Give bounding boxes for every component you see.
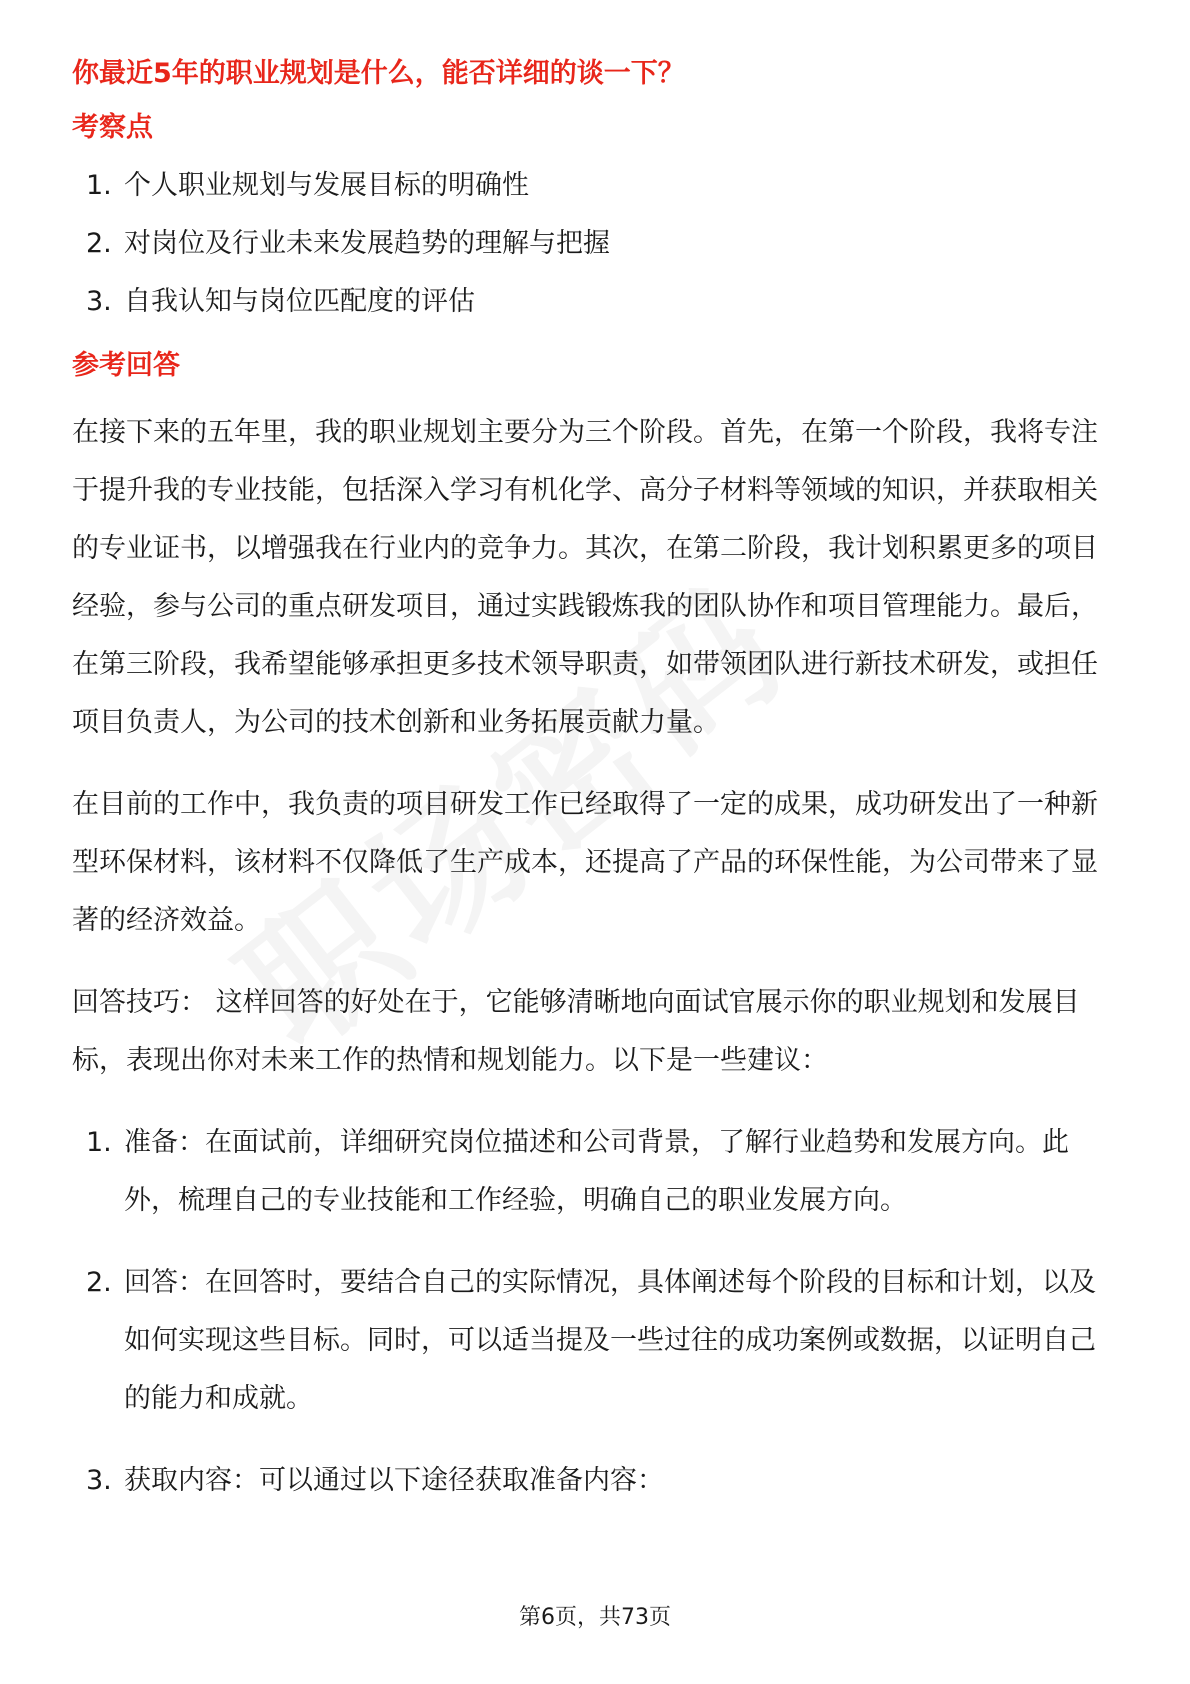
list-item: 3. 自我认知与岗位匹配度的评估 xyxy=(86,286,475,317)
list-item: 2. 对岗位及行业未来发展趋势的理解与把握 xyxy=(86,228,610,259)
list-item: 2. 回答：在回答时，要结合自己的实际情况，具体阐述每个阶段的目标和计划，以及如何实现这些目标。同时，可以适当提及一些过往的成功案例或数据，以证明自己的能力和成就。 xyxy=(86,1267,1096,1414)
page-footer: 第6页，共73页 xyxy=(519,1605,671,1630)
points-title: 考察点 xyxy=(72,112,153,143)
tips-list xyxy=(72,1114,1122,1510)
question-title: 你最近5年的职业规划是什么，能否详细的谈一下？ xyxy=(72,58,685,89)
list-item: 1. 个人职业规划与发展目标的明确性 xyxy=(86,170,529,201)
points-list xyxy=(72,166,1122,322)
list-item: 3. 获取内容：可以通过以下途径获取准备内容： xyxy=(86,1465,664,1496)
tips-intro-paragraph: 回答技巧： 这样回答的好处在于，它能够清晰地向面试官展示你的职业规划和发展目标，表现出你对未来工作的热情和规划能力。以下是一些建议： xyxy=(72,987,1080,1076)
list-item: 1. 准备：在面试前，详细研究岗位描述和公司背景，了解行业趋势和发展方向。此外，梳理自己的专业技能和工作经验，明确自己的职业发展方向。 xyxy=(86,1127,1069,1216)
content xyxy=(72,54,1122,1534)
achievement-paragraph: 在目前的工作中，我负责的项目研发工作已经取得了一定的成果，成功研发出了一种新型环保材料，该材料不仅降低了生产成本，还提高了产品的环保性能，为公司带来了显著的经济效益。 xyxy=(72,789,1098,936)
answer-title: 参考回答 xyxy=(72,350,180,381)
answer-paragraph: 在接下来的五年里，我的职业规划主要分为三个阶段。首先，在第一个阶段，我将专注于提升我的专业技能，包括深入学习有机化学、高分子材料等领域的知识，并获取相关的专业证书，以增强我在行业内的竞争力。其次，在第二阶段，我计划积累更多的项目经验，参与公司的重点研发项目，通过实践锻炼我的团队协作和项目管理能力。最后，在第三阶段，我希望能够承担更多技术领导职责，如带领团队进行新技术研发，或担任项目负责人，为公司的技术创新和业务拓展贡献力量。 xyxy=(72,417,1098,738)
